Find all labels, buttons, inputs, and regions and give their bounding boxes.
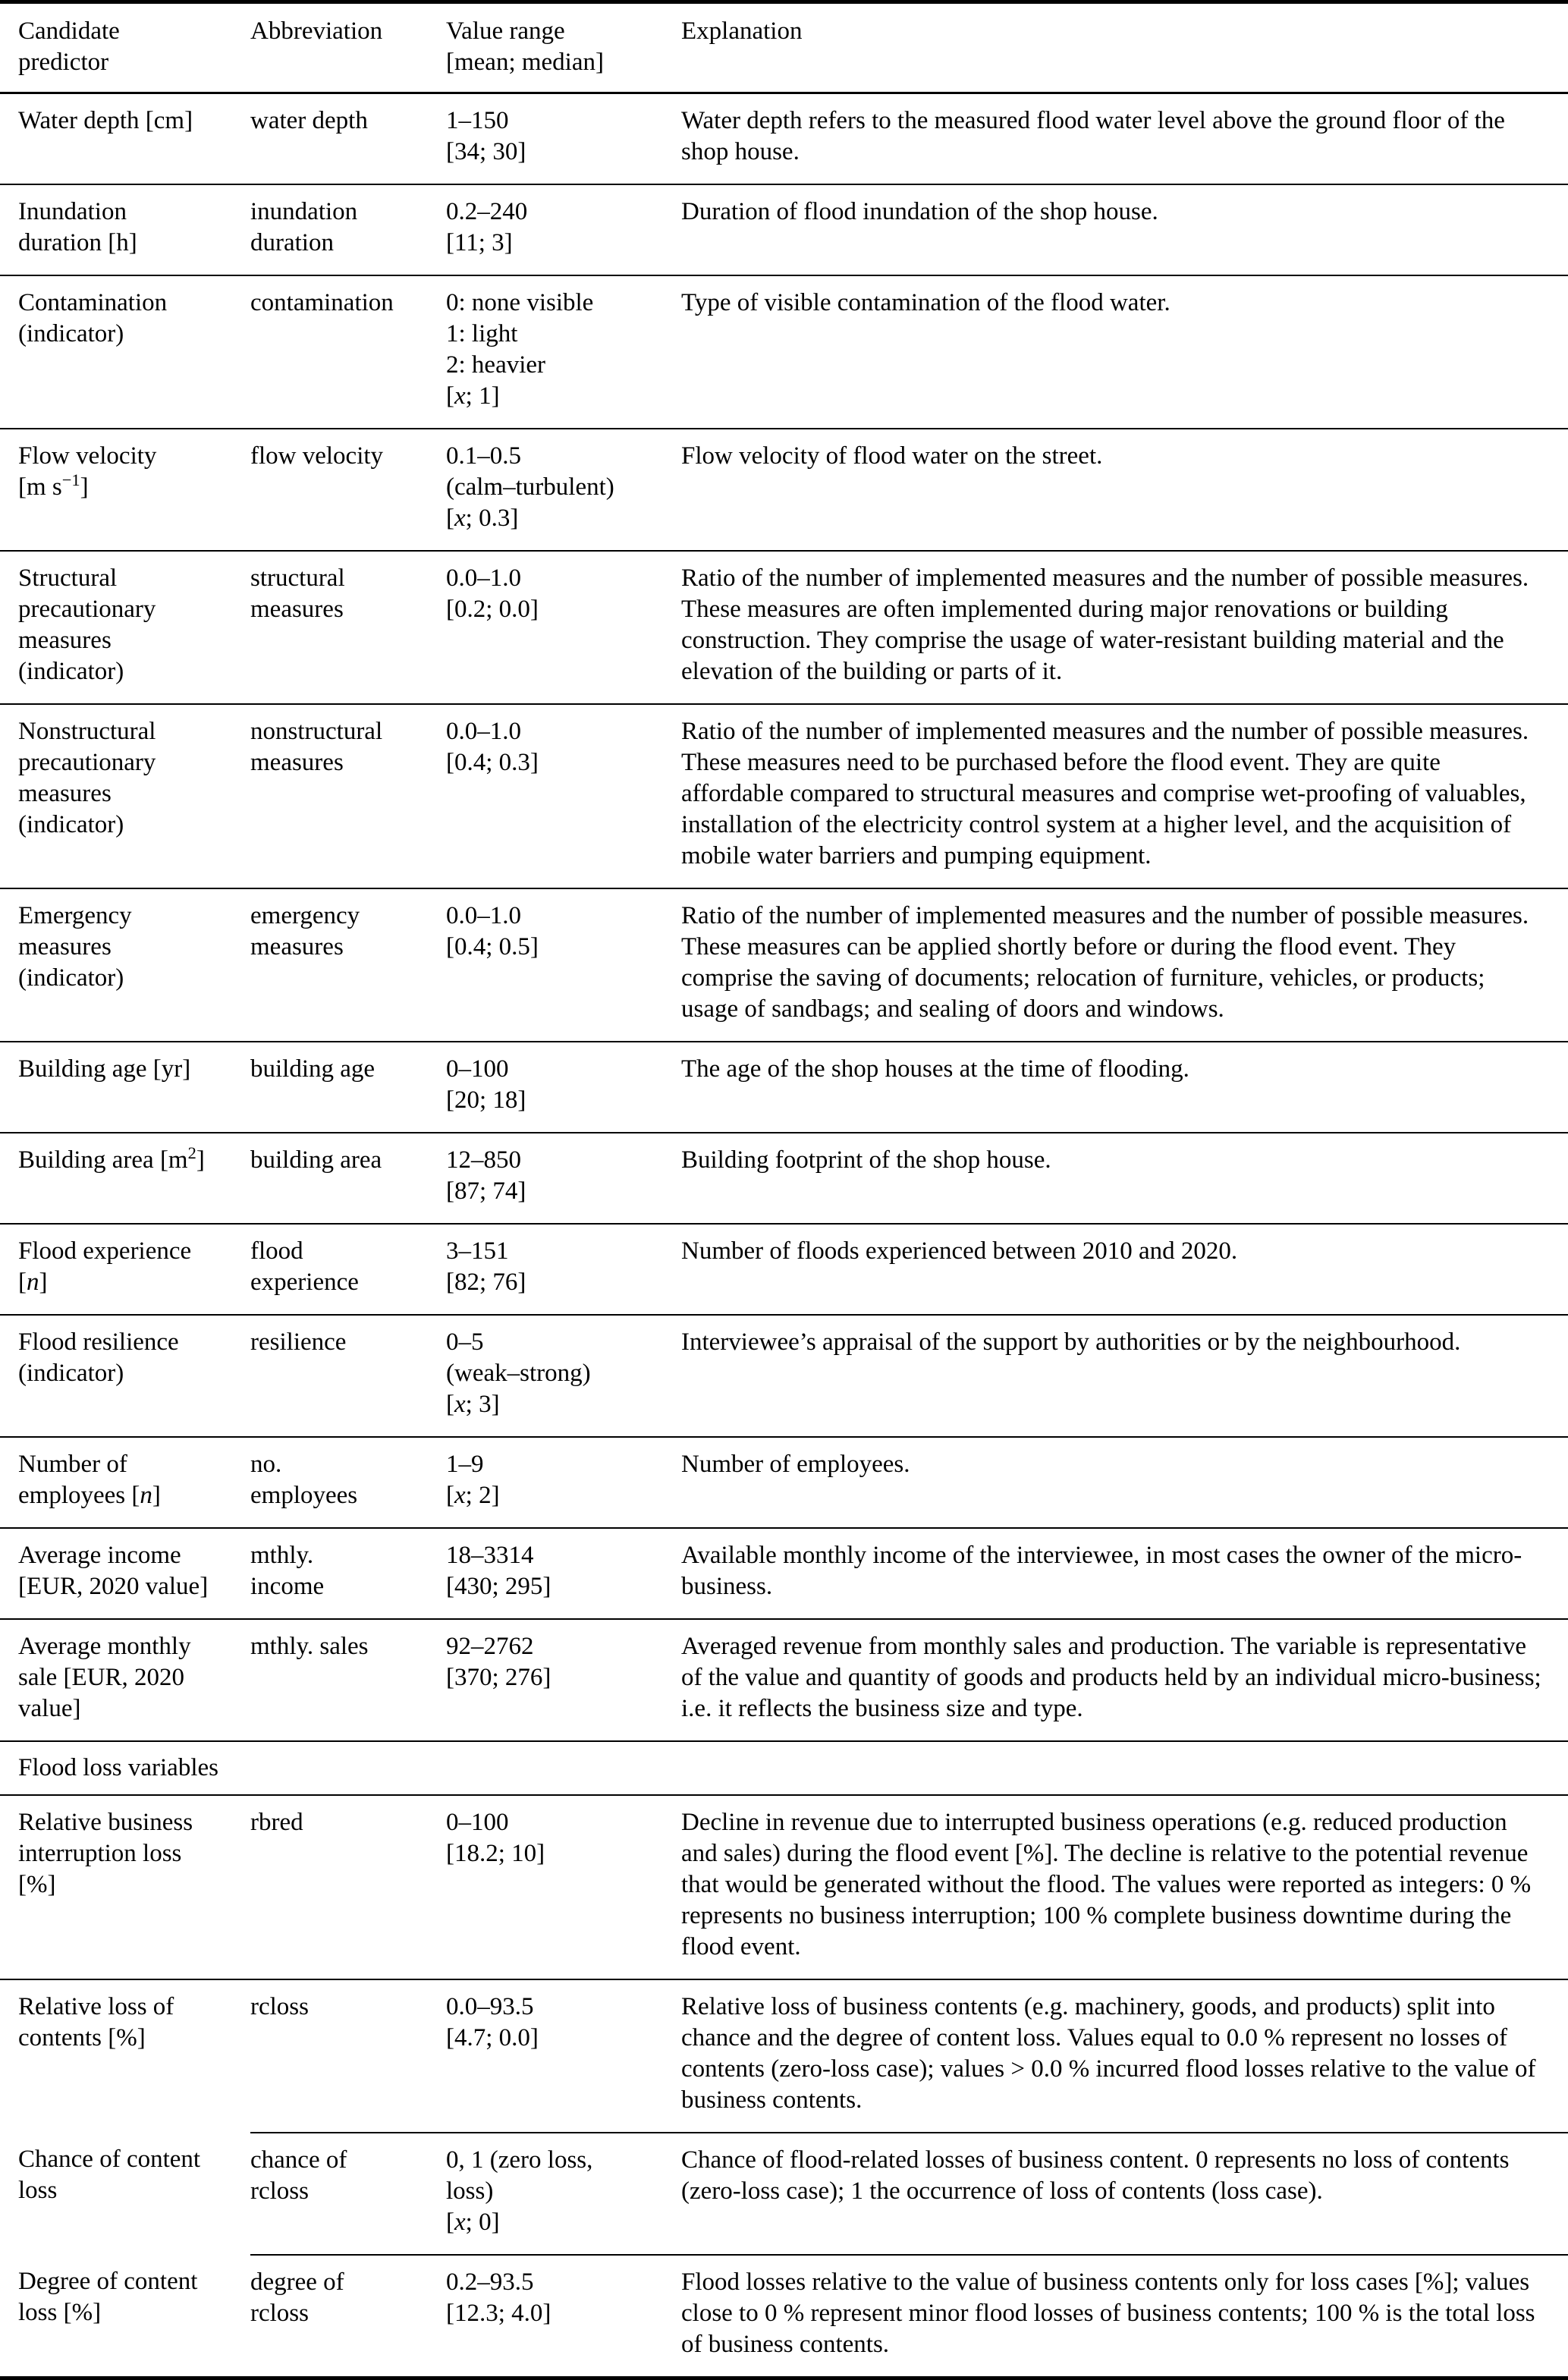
cell-explanation: Ratio of the number of implemented measures and the number of possible measures. These measures are often implemented during major renovations or building construction. They comprise the usage of water-resistant building material and the elevation of the building or parts of it.: [681, 551, 1568, 704]
cell-abbreviation: structural measures: [250, 551, 446, 704]
column-header-candidate-predictor: Candidate predictor: [0, 2, 250, 93]
table-row-flood-experience: [0, 1224, 1568, 1315]
cell-abbreviation: rcloss: [250, 1979, 446, 2133]
table-row-structural-measures: [0, 551, 1568, 704]
cell-value-range: 1–150 [34; 30]: [446, 93, 681, 185]
cell-value-range: 0.0–1.0 [0.4; 0.5]: [446, 888, 681, 1042]
cell-predictor: Degree of content loss [%]: [18, 2268, 198, 2326]
cell-abbreviation: contamination: [250, 275, 446, 429]
cell-abbreviation: water depth: [250, 93, 446, 185]
cell-value-range: 0.0–1.0 [0.4; 0.3]: [446, 704, 681, 888]
cell-predictor: Relative business interruption loss [%]: [0, 1795, 250, 1979]
cell-explanation: Building footprint of the shop house.: [681, 1133, 1568, 1224]
table-row-degree-of-rcloss: [0, 2255, 1568, 2378]
cell-explanation: The age of the shop houses at the time of flooding.: [681, 1042, 1568, 1133]
cell-predictor: Emergency measures (indicator): [0, 888, 250, 1042]
table-row-chance-of-rcloss: [0, 2133, 1568, 2255]
cell-explanation: Number of employees.: [681, 1437, 1568, 1528]
cell-explanation: Ratio of the number of implemented measures and the number of possible measures. These measures need to be purchased before the flood event. They are quite affordable compared to structural measures and comprise wet-proofing of valuables, installation of the electricity control system at a higher level, and the acquisition of mobile water barriers and pumping equipment.: [681, 704, 1568, 888]
cell-predictor: Flow velocity [m $s^{-1}$]: [0, 429, 250, 551]
cell-value-range: 0–100 [20; 18]: [446, 1042, 681, 1133]
cell-abbreviation: nonstructural measures: [250, 704, 446, 888]
cell-value-range: 1–9 [x; 2]: [446, 1437, 681, 1528]
cell-predictor: Number of employees [n]: [0, 1437, 250, 1528]
cell-predictor: Flood experience [n]: [0, 1224, 250, 1315]
table-row-flood-resilience: [0, 1315, 1568, 1437]
cell-explanation: Water depth refers to the measured flood water level above the ground floor of the shop house.: [681, 93, 1568, 185]
cell-abbreviation: chance of rcloss: [250, 2133, 446, 2255]
cell-abbreviation: building age: [250, 1042, 446, 1133]
table-row-number-of-employees: [0, 1437, 1568, 1528]
cell-predictor: Average monthly sale [EUR, 2020 value]: [0, 1619, 250, 1741]
cell-value-range: 0.1–0.5 (calm–turbulent) [x; 0.3]: [446, 429, 681, 551]
table-row-average-income: [0, 1528, 1568, 1619]
table-row-nonstructural-measures: [0, 704, 1568, 888]
table-row-building-area: [0, 1133, 1568, 1224]
table-row-rcloss: [0, 1979, 1568, 2133]
cell-value-range: 92–2762 [370; 276]: [446, 1619, 681, 1741]
header-row: [0, 2, 1568, 93]
cell-predictor: Chance of content loss: [18, 2146, 201, 2204]
cell-explanation: Averaged revenue from monthly sales and production. The variable is representative of the value and quantity of goods and products held by an individual micro-business; i.e. it reflects the business size and type.: [681, 1619, 1568, 1741]
table-row-inundation-duration: [0, 184, 1568, 275]
column-header-value-range: Value range [mean; median]: [446, 2, 681, 93]
cell-explanation: Available monthly income of the interviewee, in most cases the owner of the micro-business.: [681, 1528, 1568, 1619]
cell-value-range: 18–3314 [430; 295]: [446, 1528, 681, 1619]
cell-abbreviation: mthly. sales: [250, 1619, 446, 1741]
cell-predictor: Relative loss of contents [%]: [0, 1979, 250, 2133]
cell-predictor: Nonstructural precautionary measures (indicator): [0, 704, 250, 888]
table-row-emergency-measures: [0, 888, 1568, 1042]
cell-predictor: Inundation duration [h]: [0, 184, 250, 275]
cell-value-range: 12–850 [87; 74]: [446, 1133, 681, 1224]
cell-explanation: Relative loss of business contents (e.g. machinery, goods, and products) split into chance and the degree of content loss. Values equal to 0.0 % represent no losses of contents (zero-loss case); values > 0.0 % incurred flood losses relative to the value of business contents.: [681, 1979, 1568, 2133]
cell-value-range: 0: none visible 1: light 2: heavier [x; 1]: [446, 275, 681, 429]
cell-predictor: Structural precautionary measures (indicator): [0, 551, 250, 704]
cell-value-range: 0.2–93.5 [12.3; 4.0]: [446, 2255, 681, 2378]
cell-explanation: Flow velocity of flood water on the street.: [681, 429, 1568, 551]
table-row-contamination: [0, 275, 1568, 429]
cell-explanation: Ratio of the number of implemented measures and the number of possible measures. These measures can be applied shortly before or during the flood event. They comprise the saving of documents; relocation of furniture, vehicles, or products; usage of sandbags; and sealing of doors and windows.: [681, 888, 1568, 1042]
table-row-average-monthly-sale: [0, 1619, 1568, 1741]
cell-predictor: Water depth [cm]: [0, 93, 250, 185]
cell-abbreviation: no. employees: [250, 1437, 446, 1528]
cell-value-range: 0–100 [18.2; 10]: [446, 1795, 681, 1979]
cell-value-range: 3–151 [82; 76]: [446, 1224, 681, 1315]
cell-predictor: Building age [yr]: [0, 1042, 250, 1133]
cell-predictor: Average income [EUR, 2020 value]: [0, 1528, 250, 1619]
cell-abbreviation: rbred: [250, 1795, 446, 1979]
cell-value-range: 0.2–240 [11; 3]: [446, 184, 681, 275]
table-row-building-age: [0, 1042, 1568, 1133]
table-row-rbred: [0, 1795, 1568, 1979]
cell-abbreviation: flood experience: [250, 1224, 446, 1315]
cell-explanation: Chance of flood-related losses of business content. 0 represents no loss of contents (zero-loss case); 1 the occurrence of loss of contents (loss case).: [681, 2133, 1568, 2255]
cell-explanation: Interviewee’s appraisal of the support by authorities or by the neighbourhood.: [681, 1315, 1568, 1437]
cell-abbreviation: building area: [250, 1133, 446, 1224]
cell-predictor: Building area $[m^2]$: [0, 1133, 250, 1224]
cell-abbreviation: inundation duration: [250, 184, 446, 275]
table-row-water-depth: [0, 93, 1568, 185]
cell-abbreviation: degree of rcloss: [250, 2255, 446, 2378]
cell-abbreviation: emergency measures: [250, 888, 446, 1042]
column-header-explanation: Explanation: [681, 2, 1568, 93]
cell-value-range: 0.0–93.5 [4.7; 0.0]: [446, 1979, 681, 2133]
cell-value-range: 0.0–1.0 [0.2; 0.0]: [446, 551, 681, 704]
cell-explanation: Flood losses relative to the value of business contents only for loss cases [%]; values close to 0 % represent minor flood losses of business contents; 100 % is the total loss of business contents.: [681, 2255, 1568, 2378]
cell-explanation: Type of visible contamination of the flood water.: [681, 275, 1568, 429]
cell-explanation: Decline in revenue due to interrupted business operations (e.g. reduced production and sales) during the flood event [%]. The decline is relative to the potential revenue that would be generated without the flood. The values were reported as integers: 0 % represents no business interruption; 100 % complete business downtime during the flood event.: [681, 1795, 1568, 1979]
cell-abbreviation: resilience: [250, 1315, 446, 1437]
cell-explanation: Number of floods experienced between 2010 and 2020.: [681, 1224, 1568, 1315]
cell-abbreviation: mthly. income: [250, 1528, 446, 1619]
section-label: Flood loss variables: [0, 1741, 1568, 1795]
cell-abbreviation: flow velocity: [250, 429, 446, 551]
cell-value-range: 0, 1 (zero loss, loss) [x; 0]: [446, 2133, 681, 2255]
cell-predictor: Flood resilience (indicator): [0, 1315, 250, 1437]
table-row-flow-velocity: [0, 429, 1568, 551]
cell-value-range: 0–5 (weak–strong) [x; 3]: [446, 1315, 681, 1437]
section-row-flood-loss-variables: [0, 1741, 1568, 1795]
cell-predictor: Contamination (indicator): [0, 275, 250, 429]
column-header-abbreviation: Abbreviation: [250, 2, 446, 93]
cell-explanation: Duration of flood inundation of the shop house.: [681, 184, 1568, 275]
